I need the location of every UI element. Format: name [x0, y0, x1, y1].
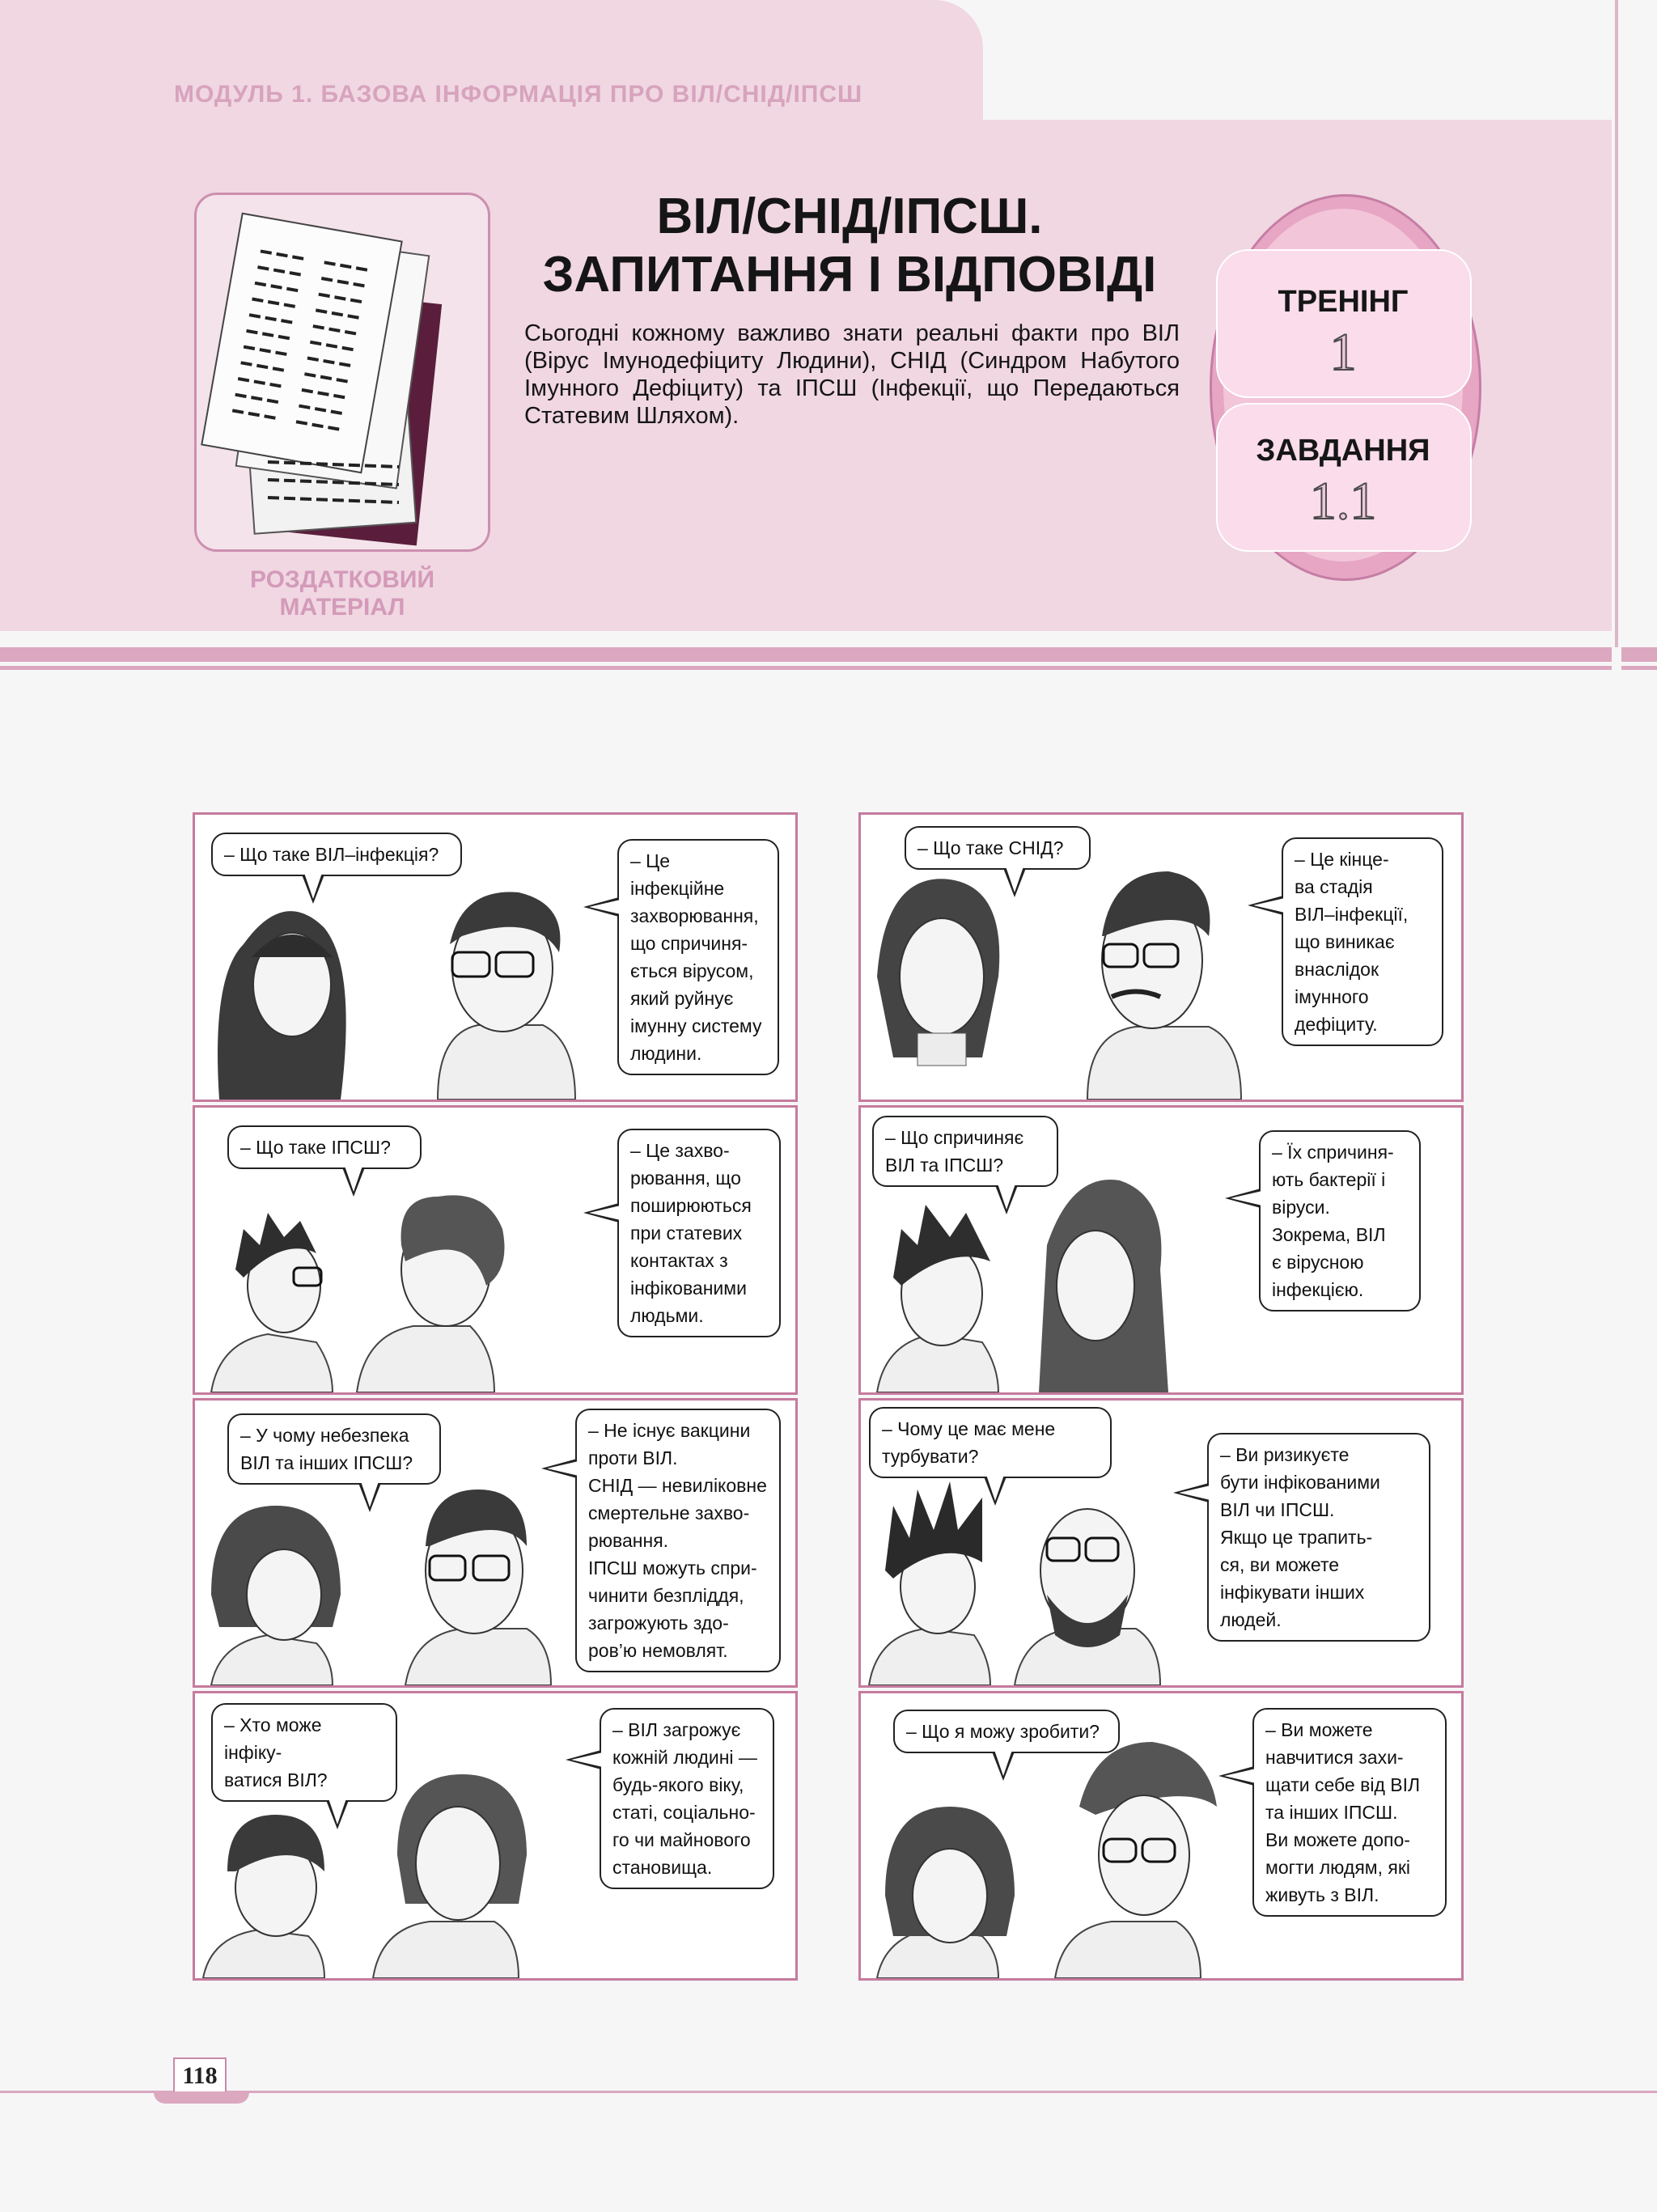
comic-panel-7 [193, 1691, 798, 1981]
task-label: ЗАВДАННЯ [1256, 434, 1430, 468]
page-edge-line [1615, 0, 1618, 647]
intro-text: Сьогодні кожному важливо знати реальні факти про ВІЛ (Вірус Імунодефіциту Людини), СНІД (Синдром Набутого Імунного Дефіциту) та ІПСШ (Інфекції, що Передаються Статевим Шляхом). [524, 320, 1180, 429]
answer-bubble: – Це інфекційне захворювання, що спричиня- ється вірусом, який руйнує імунну систему людини. [617, 839, 779, 1075]
answer-bubble: – Ви можете навчитися захи- щати себе від ВІЛ та інших ІПСШ. Ви можете допо- могти людям, які живуть з ВІЛ. [1252, 1708, 1447, 1917]
comic-panel-3 [193, 1105, 798, 1395]
footer-tab [154, 2092, 249, 2104]
question-bubble: – Що таке ВІЛ–інфекція? [211, 833, 462, 876]
question-bubble: – Що таке ІПСШ? [227, 1125, 422, 1169]
header-band-thin-right [1621, 666, 1657, 670]
comic-panel-4 [858, 1105, 1464, 1395]
handout-caption-line1: РОЗДАТКОВИЙ [249, 566, 435, 593]
comic-panel-5 [193, 1398, 798, 1688]
task-number: 1.1 [1309, 472, 1377, 531]
handout-caption-line2: МАТЕРІАЛ [279, 594, 405, 621]
answer-bubble: – Ви ризикуєте бути інфікованими ВІЛ чи ІПСШ. Якщо це трапить- ся, ви можете інфікувати інших людей. [1207, 1433, 1430, 1642]
handout-caption [194, 566, 490, 621]
training-number: 1 [1329, 323, 1357, 382]
module-label: МОДУЛЬ 1. БАЗОВА ІНФОРМАЦІЯ ПРО ВІЛ/СНІД/ІПСШ [174, 81, 863, 108]
page-title [518, 188, 1181, 304]
answer-bubble: – Їх спричиня- ють бактерії і віруси. Зокрема, ВІЛ є вірусною інфекцією. [1259, 1130, 1421, 1312]
comic-panel-6 [858, 1398, 1464, 1688]
training-label: ТРЕНІНГ [1278, 285, 1409, 319]
question-bubble: – Що таке СНІД? [905, 826, 1091, 870]
answer-bubble: – Це кінце- ва стадія ВІЛ–інфекції, що виникає внаслідок імунного дефіциту. [1282, 837, 1443, 1046]
answer-bubble: – Це захво- рювання, що поширюються при статевих контактах з інфікованими людьми. [617, 1129, 781, 1337]
handout-box [194, 193, 490, 552]
comic-panel-2 [858, 812, 1464, 1102]
answer-bubble: – Не існує вакцини проти ВІЛ. СНІД — невиліковне смертельне захво- рювання. ІПСШ можуть спри- чинити безпліддя, загрожують здо- ров’ю немовлят. [575, 1409, 781, 1672]
page-number: 118 [173, 2057, 227, 2091]
answer-bubble: – ВІЛ загрожує кожній людині — будь-якого віку, статі, соціально- го чи майнового становища. [600, 1708, 774, 1889]
question-bubble: – У чому небезпека ВІЛ та інших ІПСШ? [227, 1413, 441, 1485]
comic-panel-8 [858, 1691, 1464, 1981]
question-bubble: – Що я можу зробити? [893, 1710, 1120, 1753]
question-bubble: – Хто може інфіку- ватися ВІЛ? [211, 1703, 397, 1802]
title-line1: ВІЛ/СНІД/ІПСШ. [656, 189, 1043, 244]
header-band [0, 647, 1612, 662]
comic-panel-1 [193, 812, 798, 1102]
question-bubble: – Що спричиняє ВІЛ та ІПСШ? [872, 1116, 1058, 1187]
header-band-thin [0, 666, 1612, 670]
header-band-right [1621, 647, 1657, 662]
title-line2: ЗАПИТАННЯ І ВІДПОВІДІ [542, 247, 1157, 303]
document-stack-icon [197, 195, 488, 549]
header-gap [983, 0, 1612, 120]
question-bubble: – Чому це має мене турбувати? [869, 1407, 1112, 1478]
